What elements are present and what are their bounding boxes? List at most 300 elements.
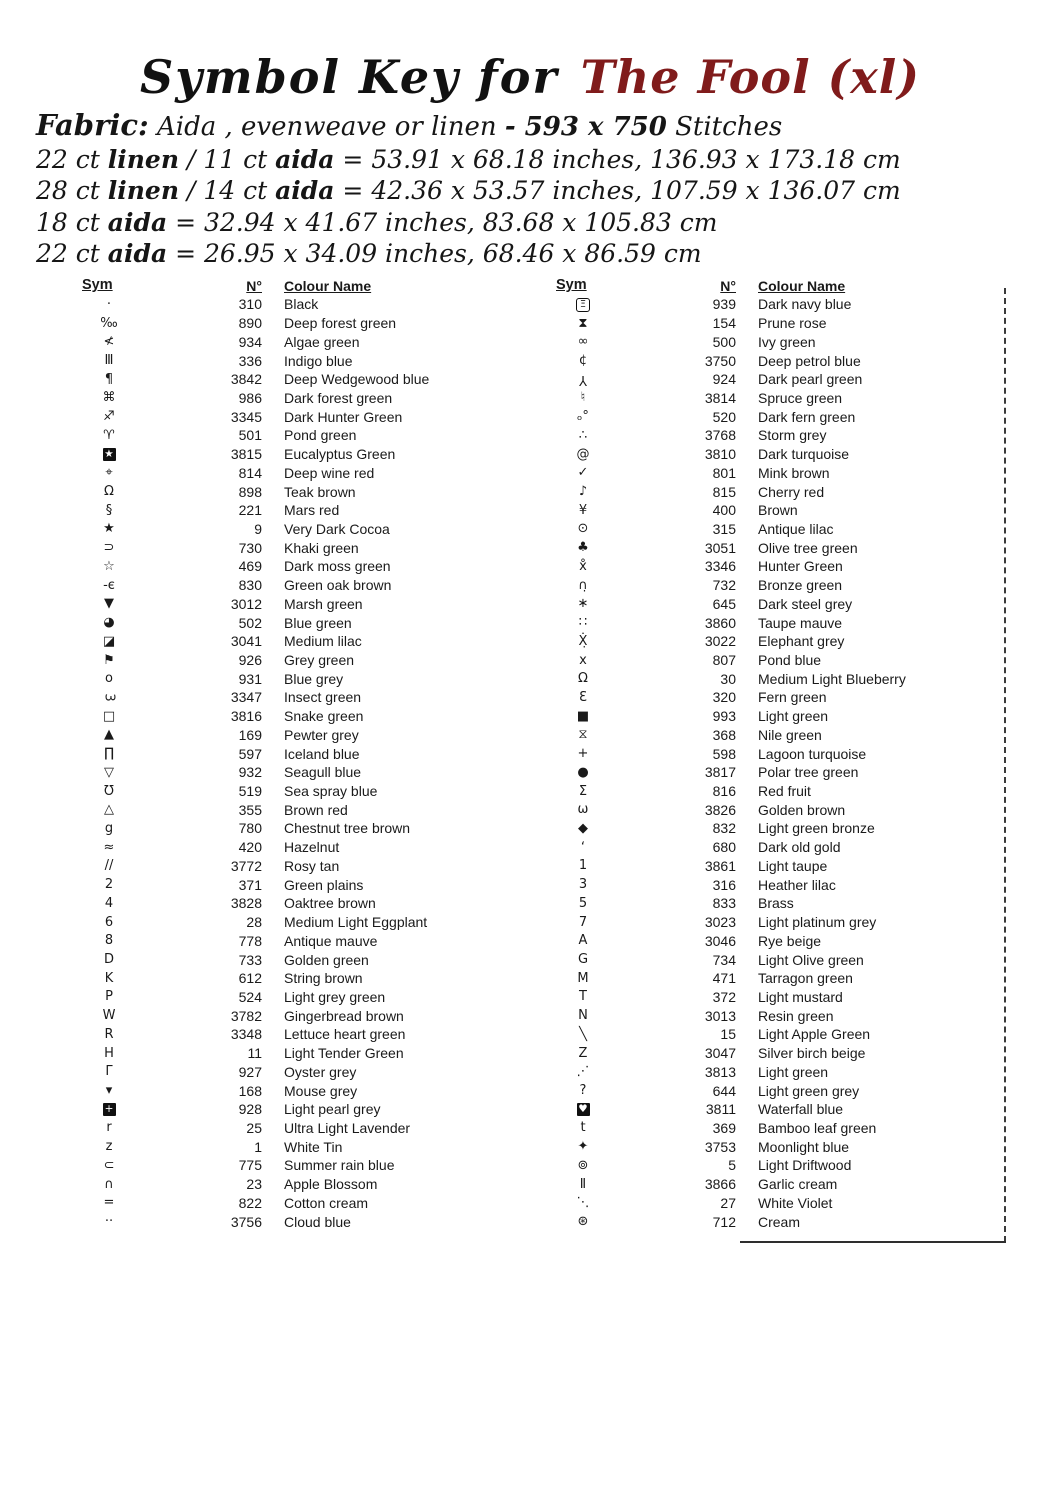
symbol-cell [550,410,616,423]
colour-name-cell: Light Apple Green [758,1026,871,1043]
symbol-cell [550,317,616,330]
stitch-symbol: ☆ [103,558,115,574]
number-cell: 816 [712,783,736,800]
symbol-cell [76,1065,142,1078]
colour-name-cell: Pewter grey [284,726,359,743]
table-row [550,351,1010,370]
symbol-cell [550,466,616,479]
colour-name-cell: Cherry red [758,483,825,500]
symbol-cell [76,429,142,442]
symbol-cell [550,354,616,367]
symbol-cell [76,354,142,367]
colour-name-cell: Dark Hunter Green [284,408,403,425]
stitch-symbol: W [102,1008,116,1024]
number-cell: 221 [238,502,262,519]
table-row [76,931,534,950]
stitch-symbol: + [577,746,589,762]
stitch-symbol: ⊃ [103,540,115,556]
table-row [550,557,1010,576]
number-cell: 316 [712,876,736,893]
symbol-table-right [550,276,1010,1231]
number-cell: 3023 [704,914,736,931]
colour-name-cell: Grey green [284,652,355,669]
table-row [550,1025,1010,1044]
colour-name-cell: Rye beige [758,932,822,949]
stitch-symbol: R [104,1026,114,1042]
column-header-num: N° [246,277,262,294]
table-row [550,576,1010,595]
number-cell: 469 [238,558,262,575]
fabric-text-segment: linen [107,144,180,174]
stitch-symbol: r [106,1120,112,1136]
table-row [550,800,1010,819]
table-row [550,1100,1010,1119]
stitch-symbol: K [104,970,114,986]
colour-name-cell: Indigo blue [284,352,353,369]
stitch-symbol: ★ [104,448,114,461]
colour-name-cell: White Tin [284,1138,343,1155]
symbol-cell [550,1028,616,1041]
colour-name-cell: Oaktree brown [284,895,376,912]
symbol-cell [550,972,616,985]
stitch-symbol: 5 [578,895,588,911]
colour-name-cell: Light pearl grey [284,1101,381,1118]
table-row [76,782,534,801]
colour-name-cell: Dark old gold [758,839,841,856]
table-row [550,1156,1010,1175]
number-cell: 778 [238,932,262,949]
colour-name-cell: Dark forest green [284,389,393,406]
table-row [76,1156,534,1175]
symbol-cell [550,822,616,835]
stitch-symbol: Ʊ [104,783,114,799]
colour-name-cell: Golden green [284,951,369,968]
table-row [550,332,1010,351]
fabric-text-segment: 28 ct [36,176,108,205]
fabric-line [36,175,1036,207]
stitch-symbol: Ⅲ [104,353,114,369]
symbol-cell [550,747,616,760]
number-cell: 730 [238,539,262,556]
table-row [550,707,1010,726]
number-cell: 734 [712,951,736,968]
table-row [550,407,1010,426]
stitch-symbol: 7 [578,914,588,930]
stitch-symbol: ◕ [103,615,115,631]
stitch-symbol: ╲ [579,1026,587,1042]
table-row [550,1062,1010,1081]
number-cell: 680 [712,839,736,856]
colour-name-cell: Mouse grey [284,1082,358,1099]
table-row [76,763,534,782]
number-cell: 3345 [230,408,262,425]
symbol-cell [550,1159,616,1172]
stitch-symbol: x [579,652,587,668]
right-dashed-border [1004,288,1006,1242]
number-cell: 3810 [704,446,736,463]
colour-name-cell: Medium lilac [284,633,362,650]
colour-name-cell: Green plains [284,876,364,893]
colour-name-cell: Blue green [284,614,352,631]
colour-name-cell: Golden brown [758,801,846,818]
table-row [550,1212,1010,1231]
table-row [550,651,1010,670]
symbol-table-left [76,276,534,1231]
symbol-cell [550,1047,616,1060]
colour-name-cell: Light grey green [284,988,386,1005]
colour-name-cell: String brown [284,970,363,987]
number-cell: 3047 [704,1045,736,1062]
colour-name-cell: Eucalyptus Green [284,446,396,463]
colour-name-cell: Elephant grey [758,633,845,650]
table-row [550,875,1010,894]
symbol-cell [76,635,142,648]
fabric-line [36,238,1036,270]
stitch-symbol: ♥ [578,1103,588,1116]
fabric-text-segment: / 14 ct [179,176,276,205]
table-row [76,332,534,351]
table-row [76,576,534,595]
stitch-symbol: ≮ [103,334,115,350]
symbol-cell [550,504,616,517]
symbol-cell [550,560,616,573]
number-cell: 471 [712,970,736,987]
table-header-row [550,276,1010,295]
colour-name-cell: Deep forest green [284,315,397,332]
number-cell: 712 [712,1213,736,1230]
symbol-cell [76,897,142,910]
number-cell: 3012 [230,595,262,612]
column-header-sym: Sym [556,277,587,294]
symbol-cell [550,990,616,1003]
stitch-symbol: ● [577,764,589,780]
symbol-cell [76,466,142,479]
colour-name-cell: Summer rain blue [284,1157,395,1174]
stitch-symbol: T [579,989,587,1005]
number-cell: 15 [720,1026,736,1043]
number-cell: 3013 [704,1007,736,1024]
number-cell: 890 [238,315,262,332]
stitch-symbol: ▲ [104,727,114,743]
symbol-cell [550,934,616,947]
colour-name-cell: Cotton cream [284,1194,369,1211]
stitch-symbol: ■ [576,708,590,724]
symbol-cell [550,878,616,891]
number-cell: 369 [712,1119,736,1136]
table-row [76,1044,534,1063]
fabric-line [36,144,1036,176]
symbol-cell [550,579,616,592]
stitch-symbol: ✓ [577,465,589,481]
symbol-cell [550,335,616,348]
number-cell: 371 [238,876,262,893]
colour-name-cell: Mink brown [758,464,830,481]
colour-name-cell: Light green [758,1063,829,1080]
stitch-symbol: G [577,952,589,968]
number-cell: 898 [238,483,262,500]
colour-name-cell: Medium Light Blueberry [758,670,906,687]
number-cell: 822 [238,1194,262,1211]
number-cell: 168 [238,1082,262,1099]
fabric-text-segment: linen [107,176,180,205]
colour-name-cell: Sea spray blue [284,783,378,800]
symbol-cell [550,635,616,648]
colour-name-cell: Fern green [758,689,827,706]
stitch-symbol: ◪ [102,633,116,649]
colour-name-cell: Light Olive green [758,951,864,968]
symbol-cell [76,447,142,461]
stitch-symbol: Ⅱ [579,1176,587,1192]
number-cell: 3046 [704,932,736,949]
number-cell: 3828 [230,895,262,912]
symbol-cell [76,597,142,610]
fabric-text-segment: Stitches [666,112,783,142]
number-cell: 644 [712,1082,736,1099]
colour-name-cell: Waterfall blue [758,1101,844,1118]
colour-name-cell: Heather lilac [758,876,836,893]
table-row [550,857,1010,876]
number-cell: 833 [712,895,736,912]
table-row [550,463,1010,482]
table-row [76,426,534,445]
colour-name-cell: Hazelnut [284,839,340,856]
symbol-cell [550,1009,616,1022]
table-row [550,613,1010,632]
symbol-cell [76,859,142,872]
table-row [76,688,534,707]
colour-name-cell: Brown red [284,801,348,818]
symbol-cell [550,1102,616,1116]
number-cell: 780 [238,820,262,837]
table-row [76,613,534,632]
stitch-symbol: △ [104,802,114,818]
symbol-cell [76,1159,142,1172]
symbol-cell [76,1140,142,1153]
table-row [76,595,534,614]
colour-name-cell: Light mustard [758,988,843,1005]
symbol-cell [550,953,616,966]
number-cell: 3860 [704,614,736,631]
colour-name-cell: Seagull blue [284,764,362,781]
table-row [550,669,1010,688]
table-row [76,389,534,408]
symbol-cell [550,916,616,929]
table-row [550,838,1010,857]
stitch-symbol: ♪ [578,484,588,500]
number-cell: 939 [712,296,736,313]
page-title-prefix: Symbol Key for [139,50,559,104]
stitch-symbol: ◆ [578,820,588,836]
fabric-text-segment: = 26.95 x 34.09 inches, 68.46 x 86.59 cm [167,239,702,268]
colour-name-cell: Teak brown [284,483,356,500]
stitch-symbol: Z [578,1045,588,1061]
number-cell: 500 [712,333,736,350]
number-cell: 597 [238,745,262,762]
table-row [76,800,534,819]
table-row [76,1025,534,1044]
stitch-symbol: = [103,1195,115,1211]
colour-name-cell: Snake green [284,708,364,725]
table-row [550,726,1010,745]
fabric-text-segment: 18 ct [36,207,108,237]
colour-name-cell: Taupe mauve [758,614,843,631]
number-cell: 5 [728,1157,736,1174]
symbol-cell [550,485,616,498]
number-cell: 9 [254,520,262,537]
stitch-symbol: ⊂ [103,1157,115,1173]
symbol-cell [76,1028,142,1041]
symbol-cell [76,728,142,741]
colour-name-cell: Dark fern green [758,408,856,425]
colour-name-cell: Medium Light Eggplant [284,914,428,931]
number-cell: 612 [238,970,262,987]
table-row [550,520,1010,539]
colour-name-cell: Brass [758,895,794,912]
fabric-text-segment: aida [107,207,168,237]
colour-name-cell: Brown [758,502,798,519]
number-cell: 3782 [230,1007,262,1024]
stitch-symbol: M [577,970,589,986]
number-cell: 3347 [230,689,262,706]
table-row [550,688,1010,707]
symbol-cell [550,448,616,461]
column-header-sym: Sym [82,277,113,294]
colour-name-cell: Dark steel grey [758,595,853,612]
number-cell: 169 [238,726,262,743]
number-cell: 924 [712,371,736,388]
table-row [76,857,534,876]
colour-name-cell: Antique lilac [758,520,834,537]
table-row [550,370,1010,389]
column-header-colour-name: Colour Name [284,277,372,294]
stitch-symbol: x̊ [579,558,587,574]
number-cell: 928 [238,1101,262,1118]
number-cell: 336 [238,352,262,369]
table-row [76,370,534,389]
stitch-symbol: ¢ [578,353,588,369]
colour-name-cell: Deep petrol blue [758,352,861,369]
symbol-cell [550,616,616,629]
bottom-border-line [740,1241,1006,1243]
stitch-symbol: ⌘ [102,390,116,406]
number-cell: 807 [712,652,736,669]
table-row [550,1175,1010,1194]
stitch-symbol: ∴ [578,427,588,443]
stitch-symbol: ? [579,1083,587,1099]
fabric-text-segment: = 42.36 x 53.57 inches, 107.59 x 136.07 cm [334,176,901,205]
number-cell: 28 [246,914,262,931]
stitch-symbol: ∞ [577,334,589,350]
number-cell: 832 [712,820,736,837]
stitch-symbol: + [103,1103,116,1116]
table-row [76,744,534,763]
colour-name-cell: Chestnut tree brown [284,820,411,837]
symbol-cell [550,691,616,704]
symbol-cell [76,317,142,330]
fabric-text-segment: Fabric: [36,108,149,142]
page-title-name: The Fool (xl) [580,50,921,104]
symbol-cell [76,822,142,835]
colour-name-cell: Very Dark Cocoa [284,520,390,537]
stitch-symbol: ⧗ [578,315,588,331]
number-cell: 645 [712,595,736,612]
symbol-cell [550,522,616,535]
table-row [76,1062,534,1081]
number-cell: 801 [712,464,736,481]
table-row [76,1006,534,1025]
colour-name-cell: Insect green [284,689,362,706]
colour-name-cell: Light platinum grey [758,914,877,931]
colour-name-cell: Hunter Green [758,558,843,575]
colour-name-cell: Gingerbread brown [284,1007,404,1024]
stitch-symbol: 1 [578,858,588,874]
colour-name-cell: Cream [758,1213,801,1230]
colour-name-cell: Dark turquoise [758,446,850,463]
table-row [76,988,534,1007]
table-row [76,557,534,576]
number-cell: 3842 [230,371,262,388]
table-row [76,407,534,426]
number-cell: 3816 [230,708,262,725]
number-cell: 3768 [704,427,736,444]
table-row [76,819,534,838]
table-row [550,969,1010,988]
colour-name-cell: Marsh green [284,595,363,612]
table-row [550,1044,1010,1063]
symbol-cell [76,373,142,386]
stitch-symbol: @ [576,446,590,462]
symbol-cell [76,803,142,816]
stitch-symbol: ≈ [103,839,115,855]
page-title [0,50,1060,104]
number-cell: 931 [238,670,262,687]
stitch-symbol: § [105,502,113,518]
table-row [76,669,534,688]
number-cell: 927 [238,1063,262,1080]
stitch-symbol: ⧖ [578,727,588,743]
symbol-cell [76,485,142,498]
colour-name-cell: Mars red [284,502,340,519]
number-cell: 934 [238,333,262,350]
symbol-cell [76,691,142,704]
table-row [550,782,1010,801]
table-row [550,819,1010,838]
table-row [76,632,534,651]
symbol-cell [76,335,142,348]
symbol-cell [76,953,142,966]
symbol-cell [550,541,616,554]
symbol-cell [76,298,142,311]
stitch-symbol: ⊚ [577,1157,589,1173]
colour-name-cell: Pond green [284,427,357,444]
number-cell: 25 [246,1119,262,1136]
fabric-text-segment: = 53.91 x 68.18 inches, 136.93 x 173.18 cm [334,144,901,174]
number-cell: 932 [238,764,262,781]
symbol-cell [76,391,142,404]
colour-name-cell: Nile green [758,726,822,743]
symbol-cell [76,841,142,854]
colour-name-cell: Apple Blossom [284,1176,378,1193]
symbol-cell [550,654,616,667]
table-row [76,1100,534,1119]
symbol-cell [76,1178,142,1191]
table-row [550,1006,1010,1025]
colour-name-cell: Olive tree green [758,539,858,556]
number-cell: 519 [238,783,262,800]
table-row [550,482,1010,501]
table-row [76,1194,534,1213]
fabric-text-segment: aida [275,176,335,205]
